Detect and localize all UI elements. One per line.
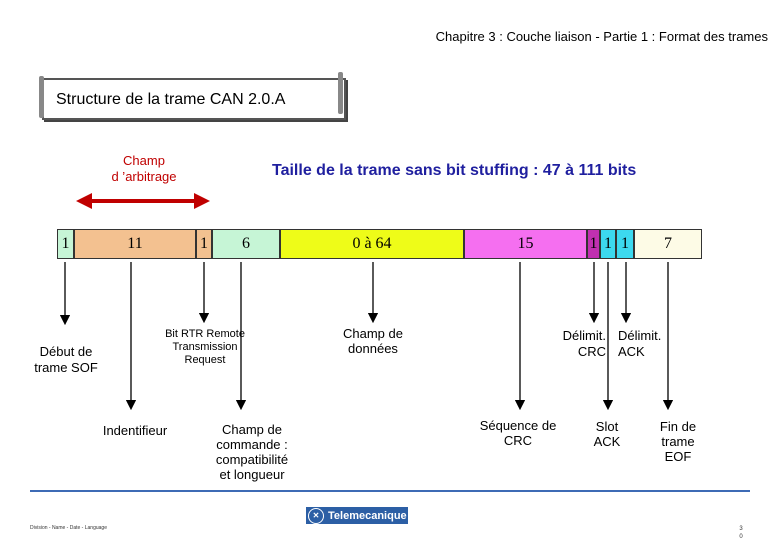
- label-crc-delim-line1: Délimit.: [562, 328, 606, 343]
- brand-logo: [306, 507, 408, 524]
- page-number: [737, 525, 745, 541]
- field-ack-delimiter: 1: [616, 229, 634, 259]
- field-crc: 15: [464, 229, 587, 259]
- field-rtr: 1: [196, 229, 212, 259]
- footer-divider: [30, 490, 750, 492]
- field-data: 0 à 64: [280, 229, 464, 259]
- label-control-line4: et longueur: [219, 467, 285, 482]
- brand-emblem-icon: ✕: [308, 508, 324, 524]
- chapter-header: Chapitre 3 : Couche liaison - Partie 1 : Format des trames: [435, 29, 768, 44]
- label-crc-sequence: [470, 418, 566, 448]
- page-number-line1: 3: [739, 526, 743, 532]
- label-sof-line1: Début de: [39, 344, 93, 359]
- field-sof: 1: [57, 229, 74, 259]
- field-eof: 7: [634, 229, 702, 259]
- label-control-line2: commande :: [216, 437, 288, 452]
- label-eof: [648, 419, 708, 464]
- label-data-line1: Champ de: [343, 326, 403, 341]
- footer-note: Division - Name - Date - Language: [30, 525, 107, 531]
- label-ack-slot-line2: ACK: [593, 434, 621, 449]
- arbitration-double-arrow: [76, 193, 210, 209]
- label-eof-line3: EOF: [664, 449, 692, 464]
- label-rtr-line3: Request: [184, 354, 226, 366]
- label-ack-slot: [580, 419, 634, 449]
- label-crc-delimiter: [550, 328, 606, 360]
- label-sof: [26, 344, 106, 376]
- label-ack-slot-line1: Slot: [595, 419, 619, 434]
- field-ack-slot: 1: [600, 229, 616, 259]
- label-ack-delim-line1: Délimit.: [618, 328, 662, 343]
- label-ack-delimiter: [618, 328, 674, 360]
- label-ack-delim-line2: ACK: [618, 344, 645, 359]
- section-title: Structure de la trame CAN 2.0.A: [56, 91, 286, 108]
- arbitration-label-line2: d ’arbitrage: [111, 169, 177, 184]
- frame-size-label: Taille de la trame sans bit stuffing : 47 à 111 bits: [272, 162, 637, 179]
- label-control: [200, 422, 304, 482]
- label-eof-line2: trame: [661, 434, 695, 449]
- label-sof-line2: trame SOF: [34, 360, 98, 375]
- arbitration-label-line1: Champ: [123, 153, 165, 168]
- label-rtr-line1: Bit RTR Remote: [165, 328, 245, 340]
- label-rtr-line2: Transmission: [172, 341, 238, 353]
- label-control-line3: compatibilité: [215, 452, 289, 467]
- field-crc-delimiter: 1: [587, 229, 600, 259]
- label-control-line1: Champ de: [222, 422, 282, 437]
- brand-name: Telemecanique: [328, 509, 407, 522]
- label-rtr: [150, 328, 260, 367]
- label-data: [325, 326, 421, 356]
- field-identifier: 11: [74, 229, 196, 259]
- label-identifier: Indentifieur: [102, 423, 168, 438]
- label-data-line2: données: [348, 341, 398, 356]
- label-crc-delim-line2: CRC: [577, 344, 606, 359]
- label-crc-line1: Séquence de: [479, 418, 557, 433]
- label-eof-line1: Fin de: [659, 419, 697, 434]
- field-control: 6: [212, 229, 280, 259]
- page-number-line2: 0: [739, 534, 743, 540]
- label-crc-line2: CRC: [503, 433, 533, 448]
